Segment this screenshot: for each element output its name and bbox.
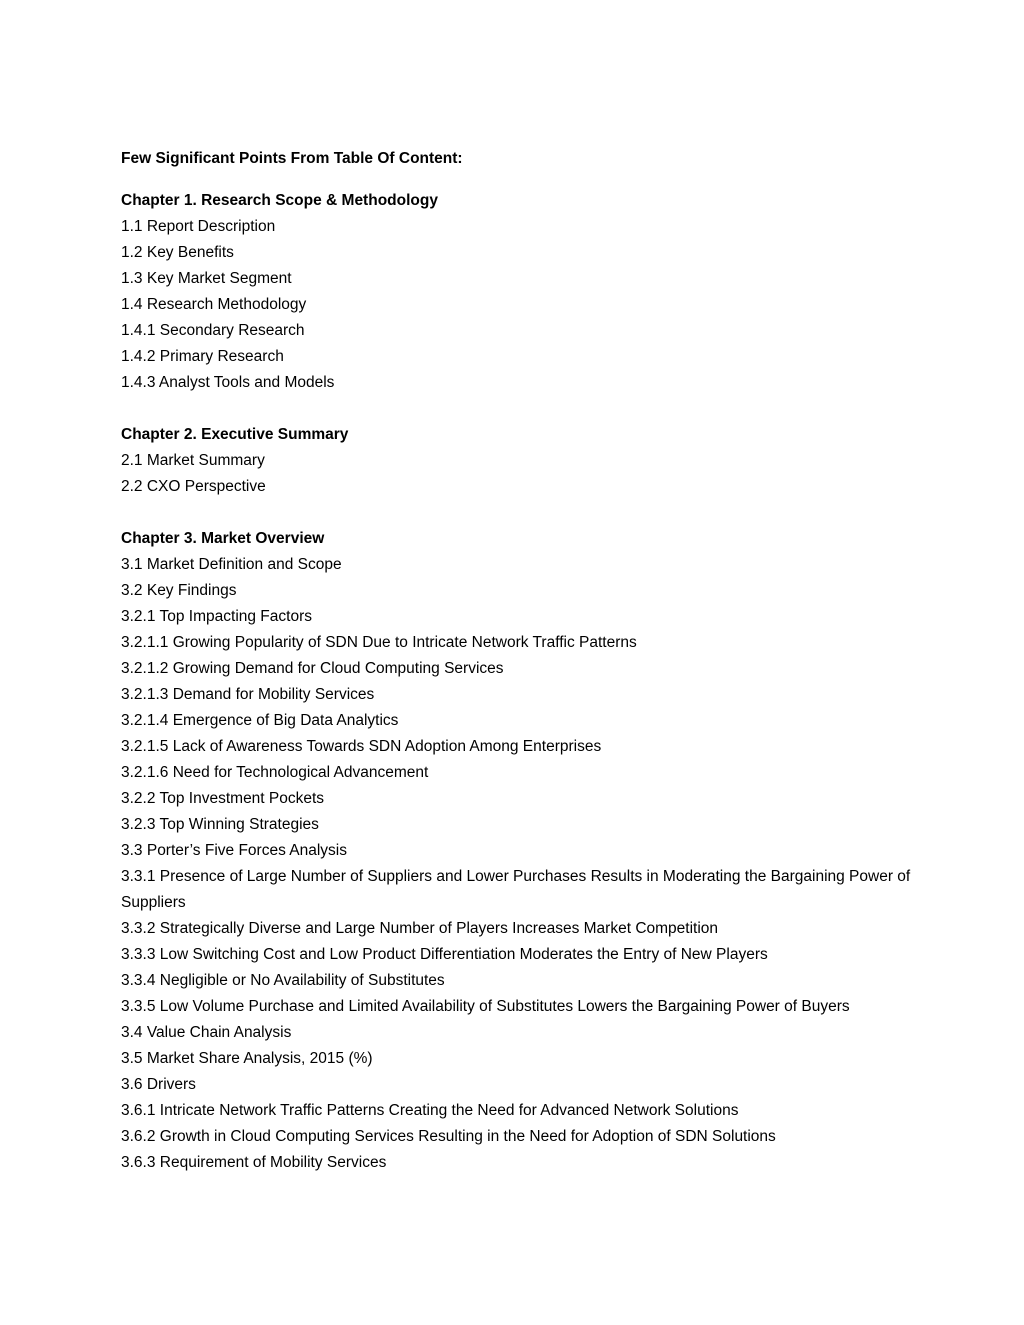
toc-item: 3.3.5 Low Volume Purchase and Limited Availability of Substitutes Lowers the Bargaining Power of Buyers (121, 998, 850, 1015)
toc-item: 3.3.1 Presence of Large Number of Suppliers and Lower Purchases Results in Moderating the Bargaining Power of Suppliers (121, 868, 911, 911)
intro-heading: Few Significant Points From Table Of Content: (121, 150, 463, 167)
toc-item: 3.4 Value Chain Analysis (121, 1024, 292, 1041)
toc-item: 3.6.2 Growth in Cloud Computing Services Resulting in the Need for Adoption of SDN Solutions (121, 1128, 776, 1145)
toc-item: 3.2.1.4 Emergence of Big Data Analytics (121, 712, 399, 729)
chapter-2-section (121, 422, 911, 500)
chapter-3-section (121, 526, 911, 1176)
chapter-3-title: Chapter 3. Market Overview (121, 530, 325, 547)
toc-item: 3.2.1.6 Need for Technological Advancement (121, 764, 429, 781)
toc-item: 3.3.3 Low Switching Cost and Low Product Differentiation Moderates the Entry of New Players (121, 946, 768, 963)
toc-item: 3.1 Market Definition and Scope (121, 556, 342, 573)
chapter-2-title: Chapter 2. Executive Summary (121, 426, 349, 443)
toc-item: 1.4.2 Primary Research (121, 348, 284, 365)
toc-item: 3.2.2 Top Investment Pockets (121, 790, 325, 807)
toc-item: 1.2 Key Benefits (121, 244, 234, 261)
toc-item: 1.1 Report Description (121, 218, 276, 235)
toc-item: 2.1 Market Summary (121, 452, 265, 469)
toc-item: 3.2.3 Top Winning Strategies (121, 816, 319, 833)
toc-item: 3.6.3 Requirement of Mobility Services (121, 1154, 387, 1171)
toc-item: 3.2.1.1 Growing Popularity of SDN Due to Intricate Network Traffic Patterns (121, 634, 637, 651)
toc-item: 3.2.1.5 Lack of Awareness Towards SDN Adoption Among Enterprises (121, 738, 602, 755)
toc-item: 3.3.2 Strategically Diverse and Large Number of Players Increases Market Competition (121, 920, 719, 937)
toc-content (121, 146, 911, 1176)
toc-item: 1.4.1 Secondary Research (121, 322, 305, 339)
toc-item: 3.2.1.3 Demand for Mobility Services (121, 686, 375, 703)
toc-item: 1.4 Research Methodology (121, 296, 307, 313)
toc-item: 3.3 Porter’s Five Forces Analysis (121, 842, 347, 859)
toc-item: 3.5 Market Share Analysis, 2015 (%) (121, 1050, 373, 1067)
toc-item: 3.2.1.2 Growing Demand for Cloud Computing Services (121, 660, 504, 677)
toc-item: 3.2.1 Top Impacting Factors (121, 608, 312, 625)
toc-item: 1.4.3 Analyst Tools and Models (121, 374, 335, 391)
toc-item: 1.3 Key Market Segment (121, 270, 292, 287)
toc-item: 2.2 CXO Perspective (121, 478, 266, 495)
toc-item: 3.2 Key Findings (121, 582, 237, 599)
toc-item: 3.6 Drivers (121, 1076, 196, 1093)
toc-item: 3.6.1 Intricate Network Traffic Patterns Creating the Need for Advanced Network Solutions (121, 1102, 739, 1119)
chapter-1-title: Chapter 1. Research Scope & Methodology (121, 192, 438, 209)
toc-item: 3.3.4 Negligible or No Availability of Substitutes (121, 972, 445, 989)
chapter-1-section (121, 188, 911, 396)
